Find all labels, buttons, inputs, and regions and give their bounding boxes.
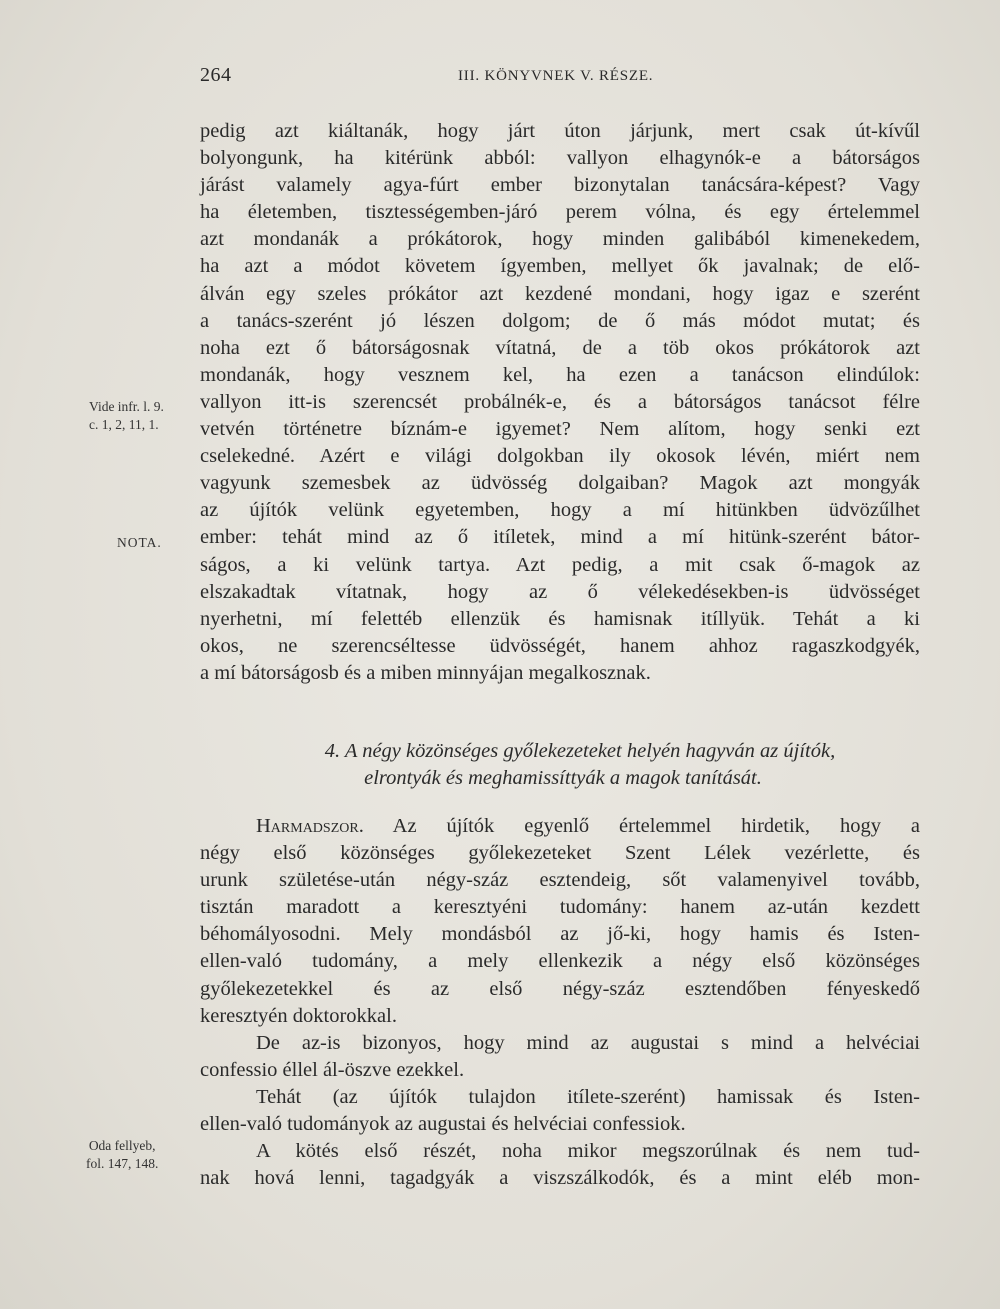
margin-note-line: c. 1, 2, 11, 1. xyxy=(89,417,159,432)
text-line: ságos, a ki velünk tartya. Azt pedig, a mit csak ő-magok az xyxy=(200,553,920,576)
text-line: okos, ne szerencséltesse üdvösségét, hanem ahhoz ragaszkodgyék, xyxy=(200,634,920,657)
margin-note-oda xyxy=(86,1137,158,1173)
text-line: ellen-való tudományok az augustai és helvéciai confessiok. xyxy=(200,1113,686,1136)
margin-note-nota: NOTA. xyxy=(117,535,162,550)
page-header xyxy=(200,62,920,92)
margin-note-line: Oda fellyeb, xyxy=(88,1138,156,1153)
section-heading xyxy=(200,738,920,792)
text-line: cselekedné. Azért e világi dolgokban ily okosok lévén, miért nem xyxy=(200,445,920,468)
text-line: confessio éllel ál-öszve ezekkel. xyxy=(200,1058,465,1081)
text-line: nyerhetni, mí felettéb ellenzük és hamisnak itíllyük. Tehát a ki xyxy=(200,607,920,630)
lead-word: Harmadszor. xyxy=(256,815,364,837)
text-line: béhomályosodni. Mely mondásból az jő-ki, hogy hamis és Isten- xyxy=(200,923,920,946)
text-line: ha életemben, tisztességemben-járó perem vólna, és egy értelemmel xyxy=(200,201,920,224)
text-line: ember: tehát mind az ő itíletek, mind a mí hitünk-szerént bátor- xyxy=(200,526,920,549)
text-line: urunk születése-után négy-száz esztendeig, sőt valamenyivel tovább, xyxy=(200,869,920,892)
text-fragment: Az újítók egyenlő értelemmel hirdetik, hogy a xyxy=(363,815,920,837)
text-line: vallyon itt-is szerencsét probálnék-e, és a bátorságos tanácsot félre xyxy=(200,390,920,413)
text-line: az újítók velünk egyetemben, hogy a mí hitünkben üdvözűlhet xyxy=(200,499,920,522)
text-line: Tehát (az újítók tulajdon itílete-szerént) hamissak és Isten- xyxy=(256,1085,920,1108)
text-line: pedig azt kiáltanák, hogy járt úton járjunk, mert csak út-kívűl xyxy=(200,120,920,142)
text-line xyxy=(200,813,920,840)
text-line: A kötés első részét, noha mikor megszorúlnak és nem tud- xyxy=(256,1140,920,1163)
text-line: azt mondanák a prókátorok, hogy minden galibából kimenekedem, xyxy=(200,228,920,251)
text-line: a tanács-szerént jó lészen dolgom; de ő más módot mutat; és xyxy=(200,309,920,332)
text-line: De az-is bizonyos, hogy mind az augustai s mind a helvéciai xyxy=(256,1031,920,1054)
text-line: a mí bátorságosb és a miben minnyájan megalkosznak. xyxy=(200,661,651,684)
text-line: ha azt a módot követem ígyemben, mellyet ők javalnak; de elő- xyxy=(200,255,920,278)
running-head: III. KÖNYVNEK V. RÉSZE. xyxy=(458,68,654,84)
text-line: álván egy szeles prókátor azt kezdené mondani, hogy igaz e szerént xyxy=(200,282,920,305)
text-line: mondanák, hogy vesznem kel, ha ezen a tanácson elindúlok: xyxy=(200,363,920,386)
section-heading-line: 4. A négy közönséges győlekezeteket helyén hagyván az újítók, xyxy=(324,740,836,762)
text-line: győlekezetekkel és az első négy-száz esztendőben fényeskedő xyxy=(200,977,920,1000)
text-line: nak hová lenni, tagadgyák a viszszálkodók, és a mint eléb mon- xyxy=(200,1167,920,1190)
text-line: vagyunk szemesbek az üdvösség dolgaiban? Magok azt mongyák xyxy=(200,472,920,495)
text-line: elszakadtak vítatnak, hogy az ő vélekedésekben-is üdvösséget xyxy=(200,580,920,603)
text-line: vetvén történetre bíznám-e igyemet? Nem alítom, hogy senki ezt xyxy=(200,418,920,441)
page-number: 264 xyxy=(200,64,232,86)
text-line: négy első közönséges győlekezeteket Szent Lélek vezérlette, és xyxy=(200,842,920,865)
text-line: ellen-való tudomány, a mely ellenkezik a négy első közönséges xyxy=(200,950,920,973)
margin-note-line: fol. 147, 148. xyxy=(86,1156,159,1171)
text-line: járást valamely agya-fúrt ember bizonytalan tanácsára-képest? Vagy xyxy=(200,174,920,197)
text-line: tisztán maradott a keresztyéni tudomány: hanem az-után kezdett xyxy=(200,896,920,919)
text-line: noha ezt ő bátorságosnak vítatná, de a töb okos prókátorok azt xyxy=(200,336,920,359)
text-line: keresztyén doktorokkal. xyxy=(200,1004,397,1027)
text-line: bolyongunk, ha kitérünk abból: vallyon elhagynók-e a bátorságos xyxy=(200,147,920,170)
section-heading-line: elrontyák és meghamissíttyák a magok tanítását. xyxy=(364,767,762,789)
margin-note-line: Vide infr. l. 9. xyxy=(89,399,164,414)
paragraph-1 xyxy=(200,118,920,687)
margin-note-vide xyxy=(89,398,164,434)
section-body xyxy=(200,813,920,1192)
